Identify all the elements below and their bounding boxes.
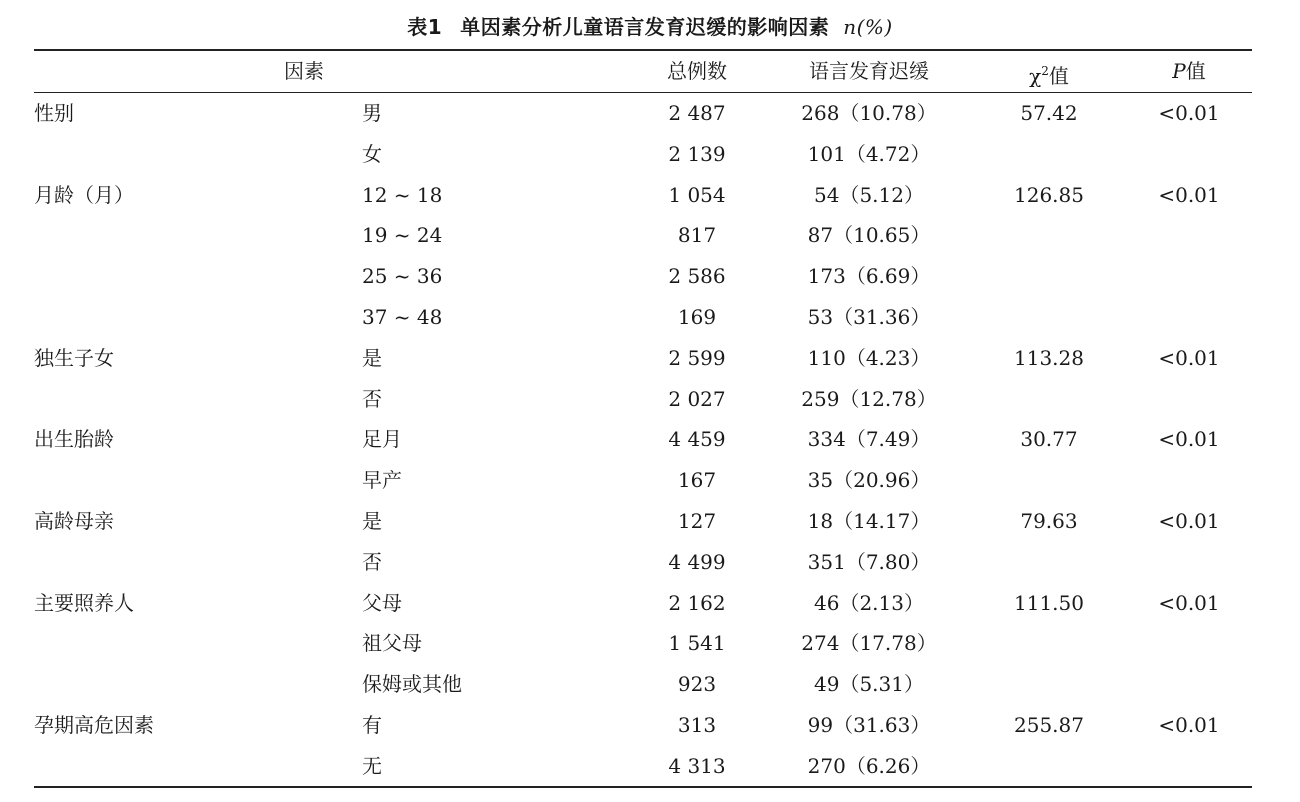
table-row bbox=[34, 338, 1252, 379]
row-factor bbox=[34, 297, 324, 338]
row-level: 19 ~ 24 bbox=[362, 223, 443, 248]
row-level: 25 ~ 36 bbox=[362, 264, 443, 289]
row-p-value: <0.01 bbox=[1158, 427, 1220, 452]
row-factor bbox=[34, 542, 324, 583]
row-level: 是 bbox=[362, 509, 382, 533]
row-delay: 101（4.72） bbox=[807, 141, 931, 166]
row-delay: 46（2.13） bbox=[814, 590, 924, 615]
row-level: 37 ~ 48 bbox=[362, 305, 443, 329]
row-p-value bbox=[1114, 746, 1264, 787]
row-total: 2 599 bbox=[668, 345, 726, 370]
chi-symbol: χ bbox=[1029, 64, 1042, 88]
row-factor: 性别 bbox=[34, 101, 74, 125]
row-level: 有 bbox=[362, 713, 382, 737]
table-number: 表1 bbox=[407, 15, 443, 39]
row-chi-square: 79.63 bbox=[1020, 509, 1078, 533]
row-level: 早产 bbox=[362, 468, 402, 493]
row-p-value bbox=[1114, 297, 1264, 338]
bottom-rule bbox=[34, 786, 1252, 788]
row-chi-square: 111.50 bbox=[1014, 590, 1084, 615]
row-p-value bbox=[1114, 460, 1264, 501]
table-row bbox=[34, 215, 1252, 256]
table-row bbox=[34, 583, 1252, 624]
table-row bbox=[34, 93, 1252, 134]
row-chi-square: 113.28 bbox=[1014, 345, 1084, 370]
row-delay: 54（5.12） bbox=[814, 182, 924, 207]
row-delay: 268（10.78） bbox=[801, 101, 937, 125]
row-p-value: <0.01 bbox=[1158, 345, 1220, 370]
row-total: 127 bbox=[677, 509, 717, 533]
table-row bbox=[34, 746, 1252, 787]
row-level: 祖父母 bbox=[362, 631, 422, 656]
row-factor: 孕期高危因素 bbox=[34, 713, 154, 737]
row-level: 足月 bbox=[362, 427, 402, 452]
table-row bbox=[34, 542, 1252, 583]
row-total: 2 586 bbox=[668, 264, 726, 289]
row-total: 817 bbox=[677, 223, 717, 248]
row-factor bbox=[34, 379, 324, 420]
row-factor bbox=[34, 215, 324, 256]
table-row bbox=[34, 297, 1252, 338]
table-title: 单因素分析儿童语言发育迟缓的影响因素 bbox=[460, 15, 830, 39]
row-level: 否 bbox=[362, 549, 382, 574]
table-row bbox=[34, 419, 1252, 460]
row-p-value bbox=[1114, 379, 1264, 420]
row-p-value: <0.01 bbox=[1158, 182, 1220, 207]
row-factor bbox=[34, 746, 324, 787]
row-p-value: <0.01 bbox=[1158, 101, 1220, 125]
table-unit: n(%) bbox=[843, 15, 893, 39]
row-level: 无 bbox=[362, 753, 382, 778]
row-delay: 18（14.17） bbox=[807, 509, 931, 533]
row-p-value bbox=[1114, 664, 1264, 705]
table-row bbox=[34, 379, 1252, 420]
row-delay: 270（6.26） bbox=[807, 753, 931, 778]
row-chi-square: 255.87 bbox=[1014, 713, 1084, 737]
table-row bbox=[34, 460, 1252, 501]
row-delay: 259（12.78） bbox=[801, 386, 937, 411]
row-total: 1 541 bbox=[668, 631, 726, 656]
row-delay: 53（31.36） bbox=[807, 305, 931, 329]
row-factor: 月龄（月） bbox=[34, 182, 134, 207]
table-row bbox=[34, 501, 1252, 542]
header-factor: 因素 bbox=[284, 59, 324, 83]
header-total: 总例数 bbox=[667, 59, 727, 83]
row-delay: 274（17.78） bbox=[801, 631, 937, 656]
row-p-value bbox=[1114, 256, 1264, 297]
row-chi-square: 57.42 bbox=[1020, 101, 1078, 125]
row-factor: 独生子女 bbox=[34, 345, 114, 370]
p-symbol: P bbox=[1172, 59, 1186, 83]
row-p-value: <0.01 bbox=[1158, 713, 1220, 737]
row-p-value: <0.01 bbox=[1158, 590, 1220, 615]
row-level: 父母 bbox=[362, 590, 402, 615]
chi-suffix: 值 bbox=[1048, 64, 1069, 88]
header-p-value bbox=[1114, 51, 1264, 92]
row-factor: 高龄母亲 bbox=[34, 509, 114, 533]
row-total: 2 027 bbox=[668, 386, 726, 411]
row-chi-square: 126.85 bbox=[1014, 182, 1084, 207]
row-delay: 110（4.23） bbox=[807, 345, 931, 370]
row-total: 2 139 bbox=[668, 141, 726, 166]
table-row bbox=[34, 175, 1252, 216]
table-header bbox=[34, 51, 1252, 92]
row-level: 12 ~ 18 bbox=[362, 182, 443, 207]
row-level: 是 bbox=[362, 345, 382, 370]
row-total: 4 313 bbox=[668, 753, 726, 778]
row-p-value bbox=[1114, 215, 1264, 256]
row-delay: 35（20.96） bbox=[807, 468, 931, 493]
row-factor bbox=[34, 256, 324, 297]
header-delay: 语言发育迟缓 bbox=[809, 59, 929, 83]
table-row bbox=[34, 705, 1252, 746]
row-total: 4 499 bbox=[668, 549, 726, 574]
table-caption bbox=[0, 12, 1300, 42]
row-chi-square: 30.77 bbox=[1020, 427, 1078, 452]
row-factor: 出生胎龄 bbox=[34, 427, 114, 452]
table-row bbox=[34, 256, 1252, 297]
row-p-value bbox=[1114, 623, 1264, 664]
row-delay: 49（5.31） bbox=[814, 672, 924, 697]
row-level: 女 bbox=[362, 141, 382, 166]
row-level: 保姆或其他 bbox=[362, 672, 462, 697]
row-factor: 主要照养人 bbox=[34, 590, 134, 615]
row-p-value bbox=[1114, 134, 1264, 175]
row-total: 169 bbox=[677, 305, 717, 329]
table-row bbox=[34, 134, 1252, 175]
row-factor bbox=[34, 664, 324, 705]
row-total: 923 bbox=[677, 672, 717, 697]
row-total: 167 bbox=[677, 468, 717, 493]
p-suffix: 值 bbox=[1185, 59, 1206, 83]
chi-superscript: 2 bbox=[1041, 64, 1049, 78]
row-total: 2 487 bbox=[668, 101, 726, 125]
table-row bbox=[34, 664, 1252, 705]
row-total: 4 459 bbox=[668, 427, 726, 452]
table-row bbox=[34, 623, 1252, 664]
row-p-value: <0.01 bbox=[1158, 509, 1220, 533]
row-delay: 351（7.80） bbox=[807, 549, 931, 574]
row-level: 否 bbox=[362, 386, 382, 411]
row-total: 313 bbox=[677, 713, 717, 737]
row-total: 2 162 bbox=[668, 590, 726, 615]
row-delay: 173（6.69） bbox=[807, 264, 931, 289]
row-delay: 99（31.63） bbox=[807, 713, 931, 737]
row-level: 男 bbox=[362, 101, 382, 125]
row-total: 1 054 bbox=[668, 182, 726, 207]
row-delay: 87（10.65） bbox=[807, 223, 931, 248]
row-p-value bbox=[1114, 542, 1264, 583]
row-factor bbox=[34, 460, 324, 501]
row-factor bbox=[34, 134, 324, 175]
row-factor bbox=[34, 623, 324, 664]
row-delay: 334（7.49） bbox=[807, 427, 931, 452]
